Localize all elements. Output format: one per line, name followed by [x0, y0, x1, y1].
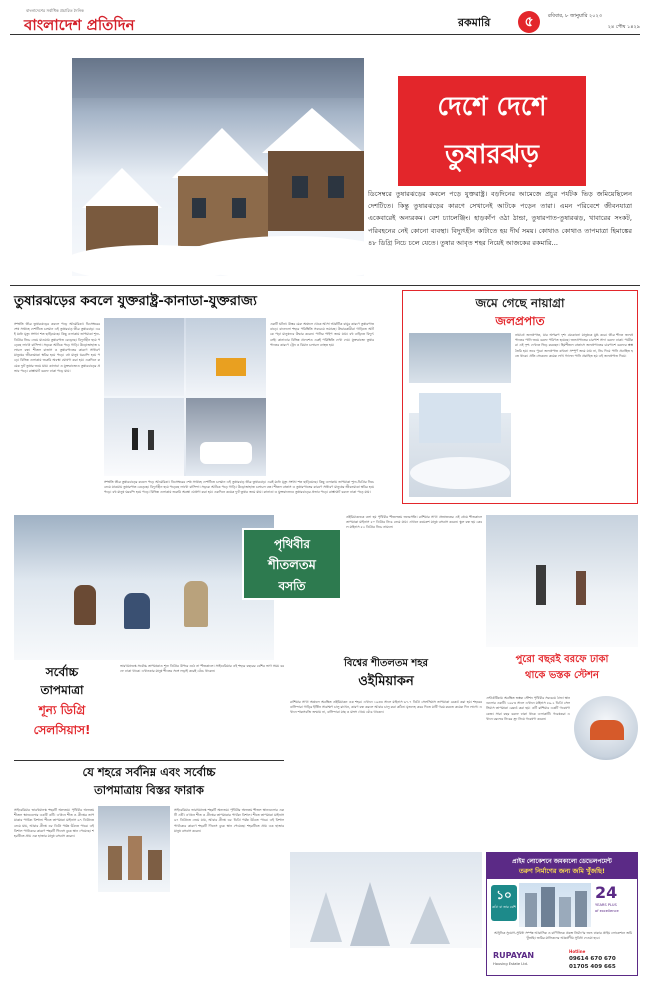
- oymyakon-headline-line1: বিশ্বের শীতলতম শহর: [343, 658, 429, 669]
- vostok-station-photo: [574, 696, 638, 760]
- oymyakon-headline-line2: ওইমিয়াকন: [358, 674, 414, 689]
- niagara-body: নায়াগ্রা জলপ্রপাত, যার অপরূপ দৃশ্য যেকোনো মানুষকে মুগ্ধ করে। তীব্র শীতে জলপ্রপাতের পানি জমে বরফে পরিণত হয়েছে। জলপ্রপাতের চারপাশ সাদা বরফে ঢাকা। পর্যটকরা এই দৃশ্য দেখতে ভিড় করছেন। হিমশীতল বাতাসে জলপ্রপাতের চারপাশে বরফের স্তম্ভ তৈরি হয়। তবে পুরো জলপ্রপাত কখনো সম্পূর্ণ জমে যায় না, নিচ দিয়ে পানি প্রবাহিত হতে থাকে। প্রতি সেকেন্ডে কয়েক লাখ গ্যালন পানি প্রবাহিত হয় এই জলপ্রপাত দিয়ে।: [515, 333, 633, 358]
- page-number: ৫: [524, 14, 534, 30]
- ad-anniversary-sub: of excellence: [595, 909, 619, 913]
- vostok-headline-line1: পুরো বছরই বরফে ঢাকা: [515, 654, 609, 665]
- ad-company-logo: [493, 951, 559, 971]
- snow-houses-illustration: [72, 58, 364, 276]
- section-rule-2: [14, 760, 284, 761]
- story1-body: সম্প্রতি তীব্র তুষারঝড়ের কবলে পড়ে আমেরিকা। ডিসেম্বরের শেষ সপ্তাহে দেশটিতে চলমান এই তুষারঝড় তীব্র তুষারঝড়। এরই মধ্যে মৃত্যু সংখ্যা শত ছাড়িয়েছে। কিছু এলাকায় তাপমাত্রা শূন্য-ডিগ্রির নিচে নেমে যাওয়ায় তুষারপাত বেড়েছে। বিদ্যুৎহীন হয়ে পড়েছে লাখো বাসিন্দা। সড়কে আটকে পড়ে গাড়ি। উড়োজাহাজ চলাচল বন্ধ। শীতল বাতাস ও তুষারপাতের কারণে সাধারণ মানুষের জীবনযাত্রা স্থবির হয়ে পড়ে। বহু মানুষ ঘরবন্দি হয়ে পড়ে। বিভিন্ন এলাকায় জরুরি অবস্থা ঘোষণা করা হয়। একদিনে কয়েক ফুট তুষার জমে যায়। কানাডা ও যুক্তরাজ্যেও তুষারঝড়ের প্রভাব পড়ে। রাস্তাঘাট বরফে ঢাকা পড়ে যায়।: [14, 322, 100, 373]
- vostok-headline: [486, 652, 638, 692]
- ad-anniversary-number: 24: [595, 883, 618, 902]
- ad-phone-2[interactable]: 01705 409 665: [569, 964, 616, 970]
- snowy-trees-illustration: [290, 852, 482, 976]
- coldest-label-line1: পৃথিবীর: [273, 537, 311, 551]
- temp-gap-body-col1: সাইবেরিয়ার ভারখয়ানস্ক শহরটি অন্যতম। পৃথিবীর অন্যতম শীতল স্থানগুলোর একটি এটি। এখানে শীত ও গ্রীষ্মের তাপমাত্রার পার্থক্য বিশাল। শীতে তাপমাত্রা মাইনাস ৬৭ ডিগ্রিতে নেমে যায়, আবার গ্রীষ্মে ৩৮ ডিগ্রি পর্যন্ত উঠতে পারে। এই বিশাল পার্থক্যের কারণে শহরটি গিনেস বুকে স্থান পেয়েছে। শহরটিতে প্রায় এক হাজার মানুষ বসবাস করেন।: [14, 808, 94, 839]
- lowest-temp-line4: সেলসিয়াস!: [33, 723, 91, 737]
- photo-snowed-cars: [186, 398, 266, 476]
- lowest-temp-line3: শূন্য ডিগ্রি: [38, 703, 86, 717]
- story1-body-bottom: সম্প্রতি তীব্র তুষারঝড়ের কবলে পড়ে আমেরিকা। ডিসেম্বরের শেষ সপ্তাহে দেশটিতে চলমান এই তুষারঝড় তীব্র তুষারঝড়। এরই মধ্যে মৃত্যু সংখ্যা শত ছাড়িয়েছে। কিছু এলাকায় তাপমাত্রা শূন্য-ডিগ্রির নিচে নেমে যাওয়ায় তুষারপাত বেড়েছে। বিদ্যুৎহীন হয়ে পড়েছে লাখো বাসিন্দা। সড়কে আটকে পড়ে গাড়ি। উড়োজাহাজ চলাচল বন্ধ। শীতল বাতাস ও তুষারপাতের কারণে সাধারণ মানুষের জীবনযাত্রা স্থবির হয়ে পড়ে। বহু মানুষ ঘরবন্দি হয়ে পড়ে। বিভিন্ন এলাকায় জরুরি অবস্থা ঘোষণা করা হয়। একদিনে কয়েক ফুট তুষার জমে যায়। কানাডা ও যুক্তরাজ্যেও তুষারঝড়ের প্রভাব পড়ে। রাস্তাঘাট বরফে ঢাকা পড়ে যায়।: [104, 480, 374, 495]
- lead-title-box: [398, 76, 586, 186]
- ad-badge-number: ১০: [496, 888, 512, 902]
- lowest-temp-line2: তাপমাত্রা: [40, 683, 84, 697]
- ad-company-sub: Housing Estate Ltd.: [493, 962, 529, 966]
- temp-gap-body-col2: সাইবেরিয়ার ভারখয়ানস্ক শহরটি অন্যতম। পৃথিবীর অন্যতম শীতল স্থানগুলোর একটি এটি। এখানে শীত ও গ্রীষ্মের তাপমাত্রার পার্থক্য বিশাল। শীতে তাপমাত্রা মাইনাস ৬৭ ডিগ্রিতে নেমে যায়, আবার গ্রীষ্মে ৩৮ ডিগ্রি পর্যন্ত উঠতে পারে। এই বিশাল পার্থক্যের কারণে শহরটি গিনেস বুকে স্থান পেয়েছে। শহরটিতে প্রায় এক হাজার মানুষ বসবাস করেন।: [174, 808, 284, 833]
- page-number-badge: [518, 11, 540, 33]
- section-rule-1: [10, 285, 640, 286]
- masthead-tagline: বাংলাদেশের সর্বাধিক প্রচারিত দৈনিক: [26, 8, 84, 13]
- niagara-title-line2: জলপ্রপাত: [495, 314, 545, 328]
- coldest-settlement-photo: [14, 515, 274, 660]
- lead-title-line2: তুষারঝড়: [445, 140, 539, 170]
- story1-photo-grid: [104, 318, 266, 476]
- ad-company-name: RUPAYAN: [493, 951, 535, 960]
- ad-badge-text: কাঠা বা তার বেশি: [492, 905, 516, 909]
- photo-snowplow: [186, 318, 266, 396]
- coldest-settlement-body: ওইমিয়াকনকে বলা হয় পৃথিবীর শীতলতম জনবসতি। রাশিয়ার সাখা প্রজাতন্ত্রের এই গ্রামে শীতকালে তাপমাত্রা মাইনাস ৫০ ডিগ্রির নিচে নেমে যায়। এখানে কয়েকশ মানুষ বসবাস করেন। স্কুল বন্ধ হয় কেবল মাইনাস ৫২ ডিগ্রির নিচে নামলে।: [346, 515, 482, 530]
- snowy-forest-photo: [290, 852, 482, 976]
- ad-body: আধুনিক সুযোগ-সুবিধা সম্পন্ন আবাসিক ও বাণিজ্যিক প্রকল্প নির্মাণের জন্য ঢাকার প্রাইম লোকেশনে জমি খুঁজছি। জমির মালিকদের আকর্ষণীয় সুবিধা দেওয়া হবে।: [493, 931, 633, 941]
- masthead-logo[interactable]: বাংলাদেশ প্রতিদিন: [24, 16, 135, 34]
- ad-anniversary-years: YEARS PLUS: [595, 903, 617, 907]
- lead-photo-snow-houses: [72, 58, 364, 276]
- coldest-settlement-label-box: [242, 528, 342, 600]
- lowest-temp-body: ভারখয়ানস্কে সর্বোচ্চ তাপমাত্রাও শূন্য ডিগ্রির উপরে ওঠে না শীতকালে। সাইবেরিয়ার এই শহরে বছরের বেশির ভাগ সময় বরফে ঢাকা থাকে। এখানকার মানুষ শীতের সঙ্গে লড়াই করেই বেঁচে থাকেন।: [120, 664, 284, 674]
- vostok-body: এন্টার্কটিকায় অবস্থিত ভস্তক স্টেশন পৃথিবীর সবচেয়ে ঠান্ডা স্থানগুলোর একটি। ১৯৮৩ সালে এখানে মাইনাস ৮৯.২ ডিগ্রি সেলসিয়াস তাপমাত্রা রেকর্ড করা হয়। এটি রাশিয়ার একটি গবেষণা কেন্দ্র। সারা বছর বরফে ঢাকা থাকে এলাকাটি। গবেষকরা এখানে বরফের নিচের হ্রদ নিয়ে গবেষণা করেন।: [486, 696, 570, 721]
- masthead-date: রবিবার, ৮ জানুয়ারি ২০২৩: [548, 13, 603, 19]
- niagara-title-line1: জমে গেছে নায়াগ্রা: [475, 296, 565, 310]
- ad-building-photo: [519, 883, 591, 927]
- masthead-date-alt: ২৪ পৌষ ১৪২৯: [607, 24, 640, 30]
- temp-gap-headline-line1: যে শহরে সর্বনিম্ন এবং সর্বোচ্চ: [82, 765, 216, 779]
- frozen-waterfall-illustration: [409, 333, 511, 497]
- story1-headline: তুষারঝড়ের কবলে যুক্তরাষ্ট্র-কানাডা-যুক্তরাজ্য: [14, 293, 257, 309]
- masthead: [10, 8, 640, 34]
- rupayan-advertisement[interactable]: [486, 852, 638, 976]
- lowest-temp-line1: সর্বোচ্চ: [45, 665, 79, 679]
- lead-intro: ডিসেম্বরে তুষারঝড়ের কবলে পড়ে যুক্তরাষ্ট্র। বড়দিনের আমেজে প্রচুর পর্যটক ভিড় জমিয়েছিলেন দেশটিতে। কিন্তু তুষারঝড়ের কারণে সেখানেই আটকে পড়েন তারা। এমন পরিবেশে জীবনযাত্রা একেবারেই অন্যরকম। বেশ চ্যালেঞ্জিং। হাড়কাঁপ ওঠা ঠান্ডা, তুষারপাত-তুষারঝড়, খাবারের সংকট, পরিবহনের নেই কোনো ব্যবস্থা। বিদ্যুৎহীন কাটাতে হয় দীর্ঘ সময়। কোথাও কোথাও তাপমাত্রা হিমাঙ্কের ৪৮ ডিগ্রি নিচে চলে যেতে। তুষার আবৃত শহর নিয়েই আজকের রকমারি...: [368, 190, 632, 247]
- masthead-rule: [10, 34, 640, 35]
- vostok-headline-line2: থাকে ভস্তক স্টেশন: [524, 670, 599, 681]
- ad-badge: [491, 885, 517, 921]
- snowy-street-photo: [486, 515, 638, 647]
- section-name: রকমারি: [458, 16, 491, 29]
- ad-phone-1[interactable]: 09614 670 670: [569, 956, 616, 962]
- temp-gap-headline-line2: তাপমাত্রায় বিস্তর ফারাক: [94, 783, 204, 797]
- photo-people-walking: [104, 398, 184, 476]
- old-town-photo: [98, 806, 170, 892]
- ad-hotline-label: Hotline: [569, 949, 586, 954]
- ad-header: [487, 853, 637, 879]
- oymyakon-headline: [290, 656, 482, 696]
- coldest-label-line3: বসতি: [278, 579, 306, 593]
- ad-subhead: তরুণ নির্মাণের জন্য জমি খুঁজছি!: [519, 867, 605, 875]
- niagara-box: [402, 290, 638, 504]
- photo-snowy-road: [104, 318, 184, 396]
- lead-title-line1: দেশে দেশে: [437, 92, 547, 122]
- coldest-label-line2: শীতলতম: [268, 558, 316, 573]
- niagara-photo: [409, 333, 511, 497]
- story1-body2: একটি ঘটনা। উত্তর মেরু অঞ্চলে থেকে আসা আর্কটিক বায়ুর কারণে তুষারপাত বাড়ে। বাফেলো শহরে পরিস্থিতি সবচেয়ে ভয়াবহ। উদ্ধারকারীরা গাড়িতে আটকে পড়া মানুষদের উদ্ধার করেন। পানির পাইপ জমে যায়। বহু বাড়িতে বিদ্যুৎ নেই। কানাডার বিভিন্ন প্রদেশেও একই পরিস্থিতি দেখা দেয়। যুক্তরাজ্যে তুষারপাতের কারণে ট্রেন ও বিমান চলাচল ব্যাহত হয়।: [270, 322, 374, 347]
- temp-gap-headline: [14, 764, 284, 804]
- ad-hotline: [569, 949, 635, 973]
- oymyakon-body: রাশিয়ার সাখা অঞ্চলে অবস্থিত ওইমিয়াকন এক শহর। এখানে ১৯৩৩ সালে মাইনাস ৬৭.৭ ডিগ্রি সেলসিয়াস তাপমাত্রা রেকর্ড করা হয়। শহরের বাসিন্দারা গাড়ির ইঞ্জিন সারাক্ষণ চালু রাখেন, কারণ বন্ধ করলে আবার চালু করা কঠিন। মৃতদেহ কবর দিতে মাটি গরম করতে কয়েক দিন লাগে। এখানে শাকসবজি জন্মায় না, বাসিন্দারা মাছ ও মাংস খেয়ে বেঁচে থাকেন।: [290, 700, 482, 715]
- ad-anniversary-mark: [595, 883, 635, 923]
- ad-headline: প্রাইম লোকেশনে জমকালো ডেভেলপমেন্ট: [512, 858, 612, 865]
- lowest-temp-label: [14, 664, 114, 758]
